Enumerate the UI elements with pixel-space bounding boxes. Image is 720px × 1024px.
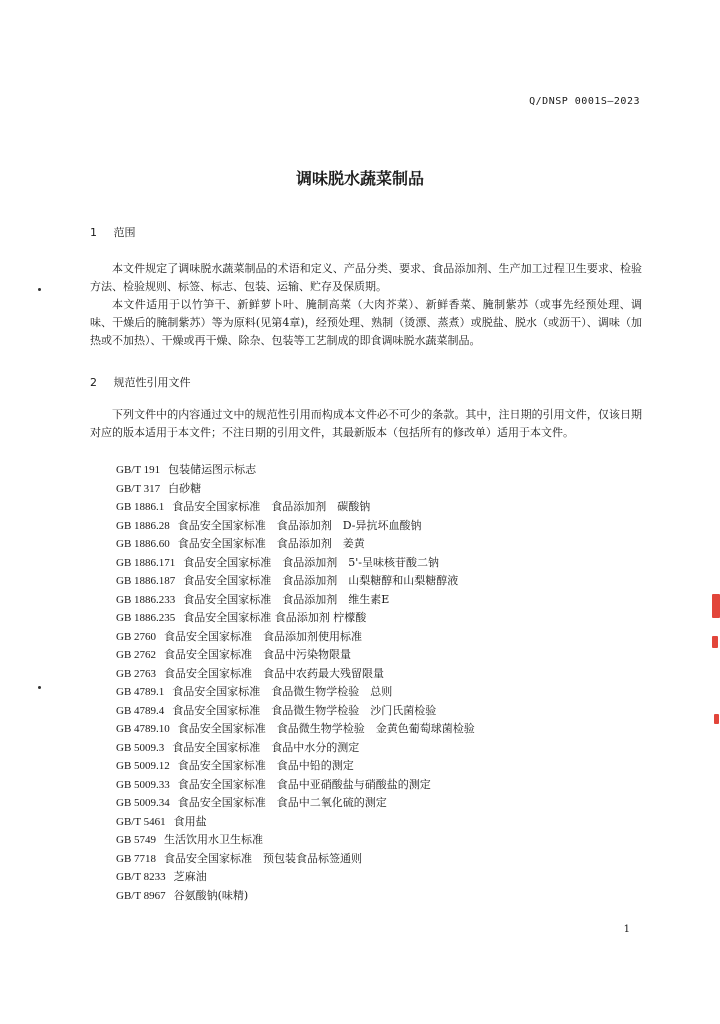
reference-title: 谷氨酸钠(味精) <box>173 888 249 902</box>
document-title: 调味脱水蔬菜制品 <box>295 169 424 188</box>
section-2-heading <box>90 374 191 390</box>
scan-dot <box>38 288 41 291</box>
reference-code: GB 1886.235 <box>116 612 176 624</box>
section-1-paragraph-2: 本文件适用于以竹笋干、新鲜萝卜叶、腌制高菜（大肉芥菜）、新鲜香菜、腌制紫苏（或事先经预处理、调味、干燥后的腌制紫苏）等为原料(见第4章)，经预处理、熟制（烫漂、蒸煮）或脱盐、脱水（或沥干）、调味（加热或不加热）、干燥或再干燥、除杂、包装等工艺制成的即食调味脱水蔬菜制品。 <box>90 298 642 347</box>
reference-item <box>116 794 475 813</box>
reference-item <box>116 813 475 832</box>
reference-item <box>116 831 475 850</box>
reference-title: 食品安全国家标准 食品添加剂 D-异抗坏血酸钠 <box>177 518 422 532</box>
scan-dot <box>38 686 41 689</box>
reference-code: GB 1886.1 <box>116 501 165 513</box>
reference-title: 白砂糖 <box>168 481 202 495</box>
reference-item <box>116 850 475 869</box>
reference-item <box>116 702 475 721</box>
page-number: 1 <box>623 924 630 935</box>
reference-item <box>116 572 475 591</box>
reference-code: GB 1886.28 <box>116 519 170 532</box>
reference-item <box>116 554 475 573</box>
reference-code: GB 7718 <box>116 852 157 865</box>
reference-item <box>116 535 475 554</box>
reference-title: 芝麻油 <box>173 870 207 883</box>
reference-item <box>116 461 475 480</box>
reference-title: 食品安全国家标准 食品中二氧化硫的测定 <box>177 796 387 809</box>
reference-code: GB 1886.233 <box>116 593 176 606</box>
reference-code: GB 4789.10 <box>116 723 170 735</box>
reference-item <box>116 665 475 684</box>
section-2-number: 2 <box>90 376 97 389</box>
section-1-paragraph-1: 本文件规定了调味脱水蔬菜制品的术语和定义、产品分类、要求、食品添加剂、生产加工过程卫生要求、检验方法、检验规则、标签、标志、包装、运输、贮存及保质期。 <box>90 262 642 293</box>
reference-code: GB/T 8233 <box>116 871 166 883</box>
reference-title: 食品安全国家标准 食品中铅的测定 <box>177 759 354 772</box>
reference-code: GB 5749 <box>116 834 157 846</box>
stamp-edge-mark <box>712 636 718 648</box>
reference-code: GB 1886.60 <box>116 538 170 550</box>
reference-item <box>116 776 475 795</box>
reference-code: GB 5009.34 <box>116 797 170 809</box>
reference-item <box>116 887 475 906</box>
reference-item <box>116 480 475 499</box>
reference-title: 食品安全国家标准 食品添加剂 山梨糖醇和山梨糖醇液 <box>183 574 459 587</box>
reference-code: GB 4789.1 <box>116 686 165 698</box>
stamp-edge-mark <box>712 594 720 618</box>
reference-title: 生活饮用水卫生标准 <box>164 833 264 846</box>
reference-title: 食品安全国家标准 食品添加剂 5'-呈味核苷酸二钠 <box>183 555 440 569</box>
reference-title: 食品安全国家标准 食品微生物学检验 金黄色葡萄球菌检验 <box>177 722 475 735</box>
reference-title: 食品安全国家标准 食品添加剂 柠檬酸 <box>183 611 367 624</box>
reference-code: GB/T 5461 <box>116 815 166 828</box>
reference-item <box>116 517 475 536</box>
reference-item <box>116 609 475 628</box>
reference-code: GB 1886.171 <box>116 556 176 569</box>
section-1-title: 范围 <box>113 226 136 239</box>
reference-item <box>116 739 475 758</box>
reference-title: 食品安全国家标准 食品添加剂使用标准 <box>164 629 363 643</box>
reference-title: 食用盐 <box>173 814 207 828</box>
reference-item <box>116 591 475 610</box>
section-1-heading <box>90 224 136 240</box>
reference-code: GB 1886.187 <box>116 575 176 587</box>
reference-code: GB 4789.4 <box>116 704 165 717</box>
reference-title: 食品安全国家标准 食品中水分的测定 <box>172 740 360 754</box>
reference-code: GB 2762 <box>116 649 157 661</box>
reference-title: 包装储运图示标志 <box>168 463 257 476</box>
reference-item <box>116 646 475 665</box>
reference-item <box>116 498 475 517</box>
section-2-title: 规范性引用文件 <box>113 376 191 389</box>
document-code: Q/DNSP 0001S—2023 <box>529 96 640 107</box>
reference-code: GB/T 191 <box>116 464 161 476</box>
reference-code: GB 2760 <box>116 630 157 643</box>
section-2-intro: 下列文件中的内容通过文中的规范性引用而构成本文件必不可少的条款。其中，注日期的引用文件，仅该日期对应的版本适用于本文件；不注日期的引用文件，其最新版本（包括所有的修改单）适用于本文件。 <box>90 408 642 439</box>
reference-item <box>116 628 475 647</box>
section-1-number: 1 <box>90 226 97 239</box>
reference-title: 食品安全国家标准 食品微生物学检验 总则 <box>172 685 393 698</box>
reference-title: 食品安全国家标准 食品添加剂 维生素E <box>183 592 390 606</box>
reference-code: GB 2763 <box>116 667 157 680</box>
reference-code: GB 5009.33 <box>116 778 170 791</box>
reference-item <box>116 757 475 776</box>
reference-title: 食品安全国家标准 食品中污染物限量 <box>164 648 352 661</box>
reference-item <box>116 720 475 739</box>
reference-title: 食品安全国家标准 预包装食品标签通则 <box>164 851 363 865</box>
reference-list <box>116 461 475 905</box>
reference-title: 食品安全国家标准 食品微生物学检验 沙门氏菌检验 <box>172 703 437 717</box>
reference-code: GB/T 317 <box>116 482 161 495</box>
reference-code: GB 5009.12 <box>116 760 170 772</box>
reference-item <box>116 683 475 702</box>
reference-title: 食品安全国家标准 食品中农药最大残留限量 <box>164 666 385 680</box>
reference-code: GB/T 8967 <box>116 889 166 902</box>
reference-title: 食品安全国家标准 食品添加剂 碳酸钠 <box>172 500 371 513</box>
reference-code: GB 5009.3 <box>116 741 165 754</box>
reference-item <box>116 868 475 887</box>
reference-title: 食品安全国家标准 食品添加剂 姜黄 <box>177 537 365 550</box>
stamp-edge-mark <box>714 714 719 724</box>
reference-title: 食品安全国家标准 食品中亚硝酸盐与硝酸盐的测定 <box>177 777 431 791</box>
